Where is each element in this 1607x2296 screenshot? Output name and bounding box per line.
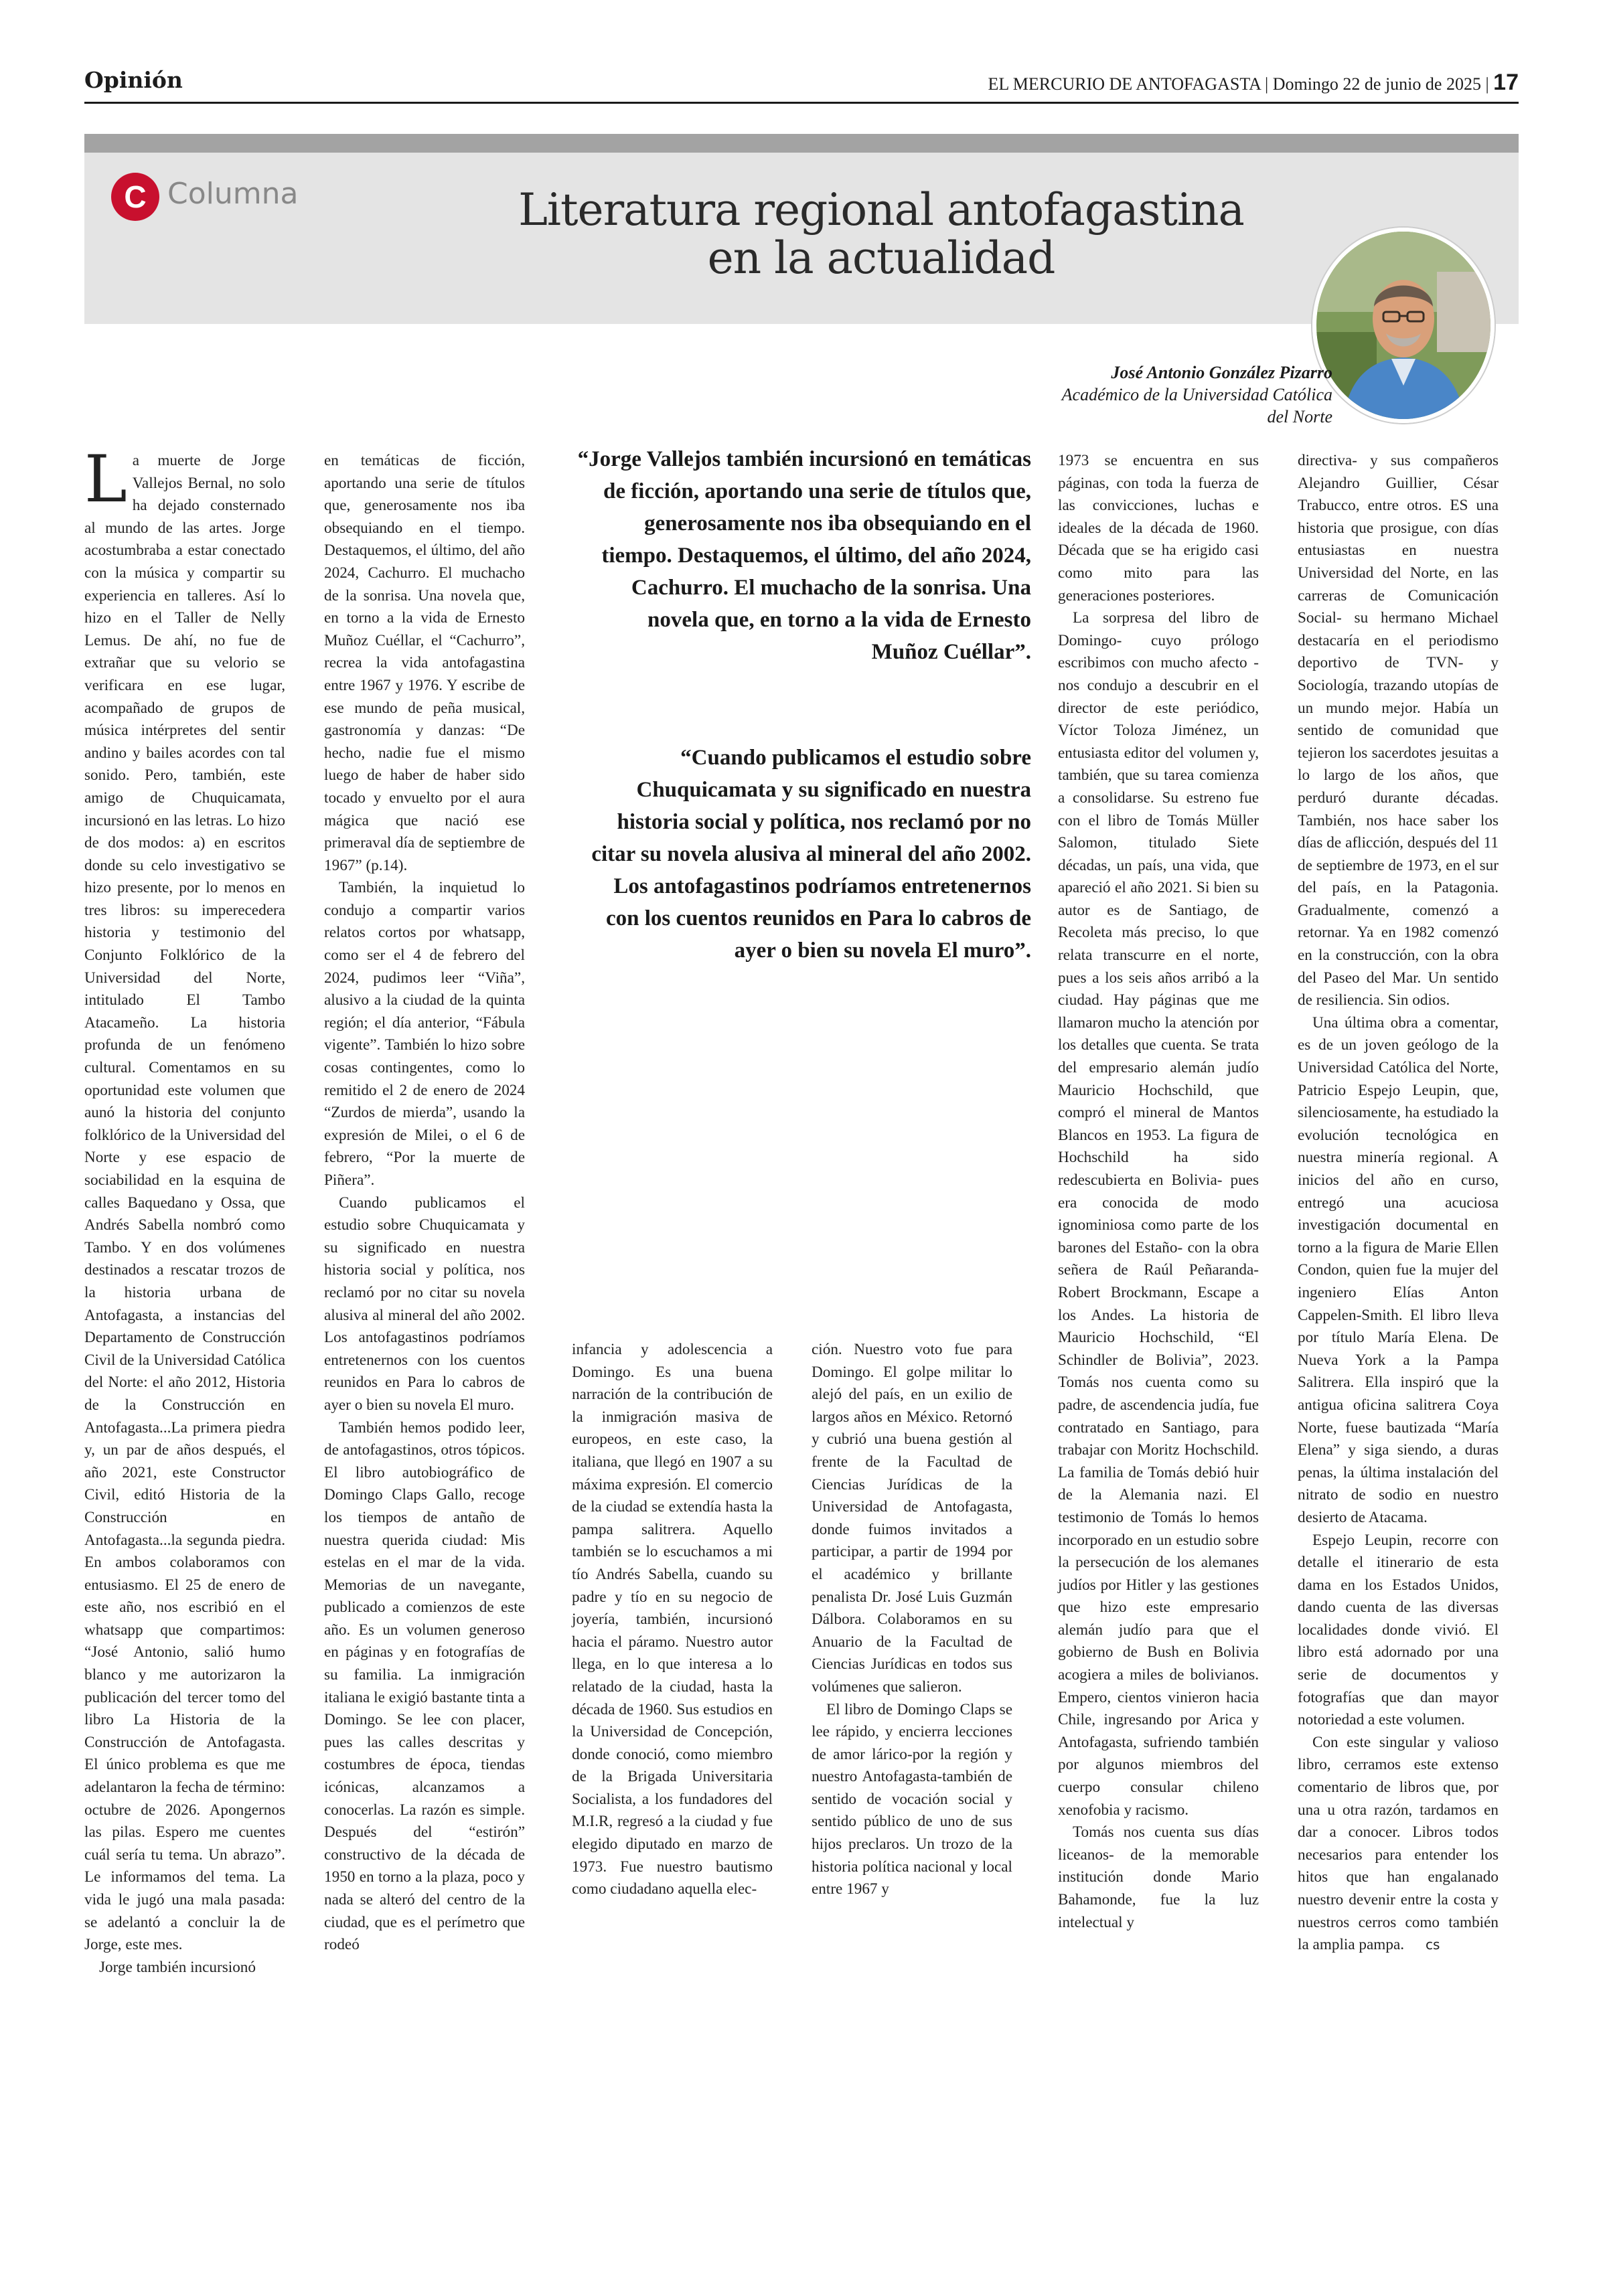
author-name: José Antonio González Pizarro (1111, 363, 1332, 382)
paragraph: 1973 se encuentra en sus páginas, con toda la fuerza de las convicciones, luchas e ideales de la década de 1960. Década que se ha erigido casi como mito para las generaciones posteriores. (1058, 452, 1259, 604)
paragraph (84, 442, 285, 1957)
paragraph-text: Con este singular y valioso libro, cerramos este extenso comentario de libros que, por una u otra razón, tardamos en dar a conocer. Libros todos necesarios para entender los hitos que han engalanado nuestro devenir entre la costa y nuestros cerros como también la amplia pampa. (1298, 1733, 1499, 1954)
article-column-6 (1298, 450, 1499, 1957)
paragraph: La sorpresa del libro de Domingo- cuyo prólogo escribimos con mucho afecto - nos condujo a descubrir en el director de este periódico, Víctor Toloza Jiménez, un entusiasta editor del volumen y, también, que su tarea comienza a consolidarse. Su estreno fue con el libro de Tomás Müller Salomon, titulado Siete décadas, un país, una vida, que apareció el año 2021. Si bien su autor es de Santiago, de Recoleta más preciso, lo que relata transcurre en el norte, pues a los seis años arribó a la ciudad. Hay páginas que me llamaron mucho la atención por los detalles que cuenta. Se trata del empresario alemán judío Mauricio Hochschild, que compró el mineral de Mantos Blancos en 1953. La figura de Hochschild ha sido redescubierta en Bolivia- pues era conocida de modo ignominiosa como parte de los barones del Estaño- con la obra señera de Raúl Peñaranda- Robert Brockmann, Escape a los Andes. La historia de Mauricio Hochschild, “El Schindler de Bolivia”, 2023. Tomás nos cuenta como su padre, de ascendencia judía, fue contratado en Santiago, para trabajar con Moritz Hochschild. La familia de Tomás debió huir de la Alemania nazi. El testimonio de Tomás lo hemos incorporado en un estudio sobre la persecución de los alemanes judíos por Hitler y las gestiones que hizo este empresario alemán judío para que el gobierno de Bush en Bolivia acogiera a miles de bolivianos. Empero, cientos vinieron hacia Chile, ingresando por Arica y Antofagasta, sufriendo también por algunos miembros del cuerpo consular chileno xenofobia y racismo. (1058, 609, 1259, 1819)
paragraph: Jorge también incursionó (99, 1958, 256, 1976)
newspaper-name: EL MERCURIO DE ANTOFAGASTA (988, 74, 1261, 94)
column-banner (84, 134, 1519, 324)
author-affiliation-2: del Norte (1267, 407, 1332, 426)
article-column-2 (324, 450, 525, 1957)
headline-line-1: Literatura regional antofagastina (518, 184, 1244, 236)
paragraph: Una última obra a comentar, es de un joven geólogo de la Universidad Católica del Norte, Patricio Espejo Leupin, que, silenciosamente, ha estudiado la evolución tecnológica en nuestra minería regional. A inicios del año en curso, entregó una acuciosa investigación documental en torno a la figura de Marie Ellen Condon, quien fue la mujer del ingeniero Elías Anton Cappelen-Smith. El libro lleva por título María Elena. De Nueva York a la Pampa Salitrera. Ella inspiró que la antigua oficina salitrera Coya Norte, fuese bautizada “María Elena” y siga siendo, a duras penas, la última instalación del nitrato de sodio en nuestro desierto de Atacama. (1298, 1013, 1499, 1526)
drop-cap: L (84, 442, 127, 517)
paragraph: El libro de Domingo Claps se lee rápido, y encierra lecciones de amor lárico-por la región y nuestro Antofagasta-también de sentido de vocación social y sentido público de uno de sus hijos preclaros. Un trozo de la historia política nacional y local entre 1967 y (812, 1700, 1012, 1898)
pull-quote-2 (576, 742, 1031, 967)
paragraph: en temáticas de ficción, aportando una serie de títulos que, generosamente nos iba obsequiando en el tiempo. Destaquemos, el último, del año 2024, Cachurro. El muchacho de la sonrisa. Una novela que, en torno a la vida de Ernesto Muñoz Cuéllar, el “Cachurro”, recrea la vida antofagastina entre 1967 y 1976. Y escribe de ese mundo de peña musical, gastronomía y danzas: “De hecho, nadie fue el mismo luego de haber de haber sido tocado y envuelto por el aura mágica que nació ese primeraval día de septiembre de 1967” (p.14). (324, 452, 525, 874)
byline (931, 361, 1332, 428)
paragraph: ción. Nuestro voto fue para Domingo. El golpe militar lo alejó del país, en un exilio de largos años en México. Retornó y cubrió una buena gestión al frente de la Facultad de Ciencias Jurídicas de la Universidad de Antofagasta, donde fuimos invitados a participar, a partir de 1994 por el académico y brillante penalista Dr. José Luis Guzmán Dálbora. Colaboramos en su Anuario de la Facultad de Ciencias Jurídicas en todos sus volúmenes que salieron. (812, 1341, 1012, 1696)
author-affiliation-1: Académico de la Universidad Católica (1061, 385, 1332, 404)
column-badge-icon: C (111, 173, 159, 221)
pull-quote-text: “Jorge Vallejos también incursionó en temáticas de ficción, aportando una serie de títulos que, generosamente nos iba obsequiando en el tiempo. Destaquemos, el último, del año 2024, Cachurro. El muchacho de la sonrisa. Una novela que, en torno a la vida de Ernesto Muñoz Cuéllar”. (577, 447, 1031, 664)
issue-date: Domingo 22 de junio de 2025 (1272, 74, 1481, 94)
column-label: Columna (167, 177, 299, 211)
article-column-3 (572, 1339, 773, 1901)
masthead (84, 64, 1519, 104)
author-portrait-photo (1312, 228, 1495, 423)
paragraph (1298, 1732, 1499, 1957)
paragraph: Cuando publicamos el estudio sobre Chuquicamata y su significado en nuestra historia social y política, nos reclamó por no citar su novela alusiva al mineral del año 2002. Los antofagastinos podríamos entretenernos con los cuentos reunidos en Para lo cabros de ayer o bien su novela El muro. (324, 1194, 525, 1414)
paragraph: directiva- y sus compañeros Alejandro Guillier, César Trabucco, entre otros. ES una historia que prosigue, con días entusiastas en nuestra Universidad del Norte, en las carreras de Comunicación Social- su hermano Michael destacaría en el periodismo deportivo de TVN- y Sociología, trazando utopías de un mundo mejor. Había un sentido de comunidad que tejieron los sacerdotes jesuitas a lo largo de los años, que perduró durante décadas. También, nos hace saber los días de aflicción, después del 11 de septiembre de 1973, en el sur del país, en la Patagonia. Gradualmente, comenzó a retornar. Ya en 1982 comenzó en la construcción, con la obra del Paseo del Mar. Un sentido de resiliencia. Sin odios. (1298, 452, 1499, 1009)
pull-quote-text: “Cuando publicamos el estudio sobre Chuquicamata y su significado en nuestra historia social y política, nos reclamó por no citar su novela alusiva al mineral del año 2002. Los antofagastinos podríamos entretenernos con los cuentos reunidos en Para lo cabros de ayer o bien su novela El muro”. (591, 746, 1031, 963)
paper-info (988, 70, 1519, 96)
article-column-1 (84, 442, 285, 1979)
section-name: Opinión (84, 67, 183, 93)
pull-quote-1 (576, 443, 1031, 668)
end-mark-icon: cs (1426, 1937, 1440, 1953)
page-number: 17 (1493, 70, 1519, 95)
article-headline (406, 186, 1357, 282)
paragraph: Tomás nos cuenta sus días liceanos- de la memorable institución donde Mario Bahamonde, fue la luz intelectual y (1058, 1823, 1259, 1931)
paragraph: También, la inquietud lo condujo a compartir varios relatos cortos por whatsapp, como ser el 4 de febrero del 2024, pudimos leer “Viña”, alusivo a la ciudad de la quinta región; el día anterior, “Fábula vigente”. También lo hizo sobre cosas contingentes, como lo remitido el 2 de enero de 2024 “Zurdos de mierda”, usando la expresión de Milei, o el 6 de febrero, “Por la muerte de Piñera”. (324, 879, 525, 1189)
paragraph: También hemos podido leer, de antofagastinos, otros tópicos. El libro autobiográfico de Domingo Claps Gallo, recoge los tiempos de antaño de nuestra querida ciudad: Mis estelas en el mar de la vida. Memorias de un navegante, publicado a comienzos de este año. Es un volumen generoso en páginas y en fotografías de su familia. La inmigración italiana le exigió bastante tinta a Domingo. Se lee con placer, pues las calles descritas y costumbres de época, tiendas icónicas, alcanzamos a conocerlas. La razón es simple. Después del “estirón” constructivo de la década de 1950 en torno a la plaza, poco y nada se alteró del centro de la ciudad, que es el perímetro que rodeó (324, 1418, 525, 1954)
article-column-5 (1058, 450, 1259, 1934)
paragraph: infancia y adolescencia a Domingo. Es una buena narración de la contribución de la inmigración masiva de europeos, en este caso, la italiana, que llegó en 1907 a su máxima expresión. El comercio de la ciudad se extendía hasta la pampa salitrera. Aquello también se lo escuchamos a mi tío Andrés Sabella, cuando su padre y tío en su negocio de joyería, también, incursionó hacia el páramo. Nuestro autor llega, en lo que interesa a lo relatado de la ciudad, hasta la década de 1960. Sus estudios en la Universidad de Concepción, donde conoció, como miembro de la Brigada Universitaria Socialista, a los fundadores del M.I.R, regresó a la ciudad y fue elegido diputado en marzo de 1973. Fue nuestro bautismo como ciudadano aquella elec- (572, 1341, 773, 1898)
separator: | (1264, 74, 1273, 94)
headline-line-2: en la actualidad (707, 232, 1055, 284)
paragraph: Espejo Leupin, recorre con detalle el itinerario de esta dama en los Estados Unidos, dando cuenta de las diversas localidades donde vivió. El libro está adornado por una serie de documentos y fotografías que dan mayor notoriedad a este volumen. (1298, 1531, 1499, 1729)
paragraph-text: a muerte de Jorge Vallejos Bernal, no solo ha dejado consternado al mundo de las artes. Jorge acostumbraba a estar conectado con la música y compartir su experiencia en talleres. Así lo hizo en el Taller de Nelly Lemus. De ahí, no fue de extrañar que su velorio se verificara en ese lugar, acompañado de grupos de música intérpretes del sentir andino y bailes acordes con tal sonido. Pero, también, este amigo de Chuquicamata, incursionó en las letras. Lo hizo de dos modos: a) en escritos donde su celo investigativo se hizo presente, por lo menos en tres libros: su imperecedera historia y testimonio del Conjunto Folklórico de la Universidad del Norte, intitulado El Tambo Atacameño. La historia profunda de un fenómeno cultural. Comentamos en su oportunidad este volumen que aunó la historia del conjunto folklórico de la Universidad del Norte y ese espacio de sociabilidad en la esquina de calles Baquedano y Ossa, que Andrés Sabella nombró como Tambo. Y en dos volúmenes destinados a rescatar trozos de la historia urbana de Antofagasta, a instancias del Departamento de Construcción Civil de la Universidad Católica del Norte: el año 2012, Historia de la Construcción en Antofagasta...La primera piedra y, un par de años después, el año 2021, este Constructor Civil, editó Historia de la Construcción en Antofagasta...la segunda piedra. En ambos colaboramos con entusiasmo. El 25 de enero de este año, nos escribió en el whatsapp que compartimos: “José Antonio, salió humo blanco y me autorizaron la publicación del tercer tomo del libro La Historia de la Construcción de Antofagasta. El único problema es que me adelantaron la fecha de término: octubre de 2026. Apongernos las pilas. Espero me cuentes cuál sería tu tema. Un abrazo”. Le informamos del tema. La vida le jugó una mala pasada: se adelantó a concluir la de Jorge, este mes. (84, 452, 285, 1954)
article-column-4 (812, 1339, 1012, 1901)
author-portrait-icon (1316, 232, 1490, 419)
separator: | (1485, 74, 1494, 94)
